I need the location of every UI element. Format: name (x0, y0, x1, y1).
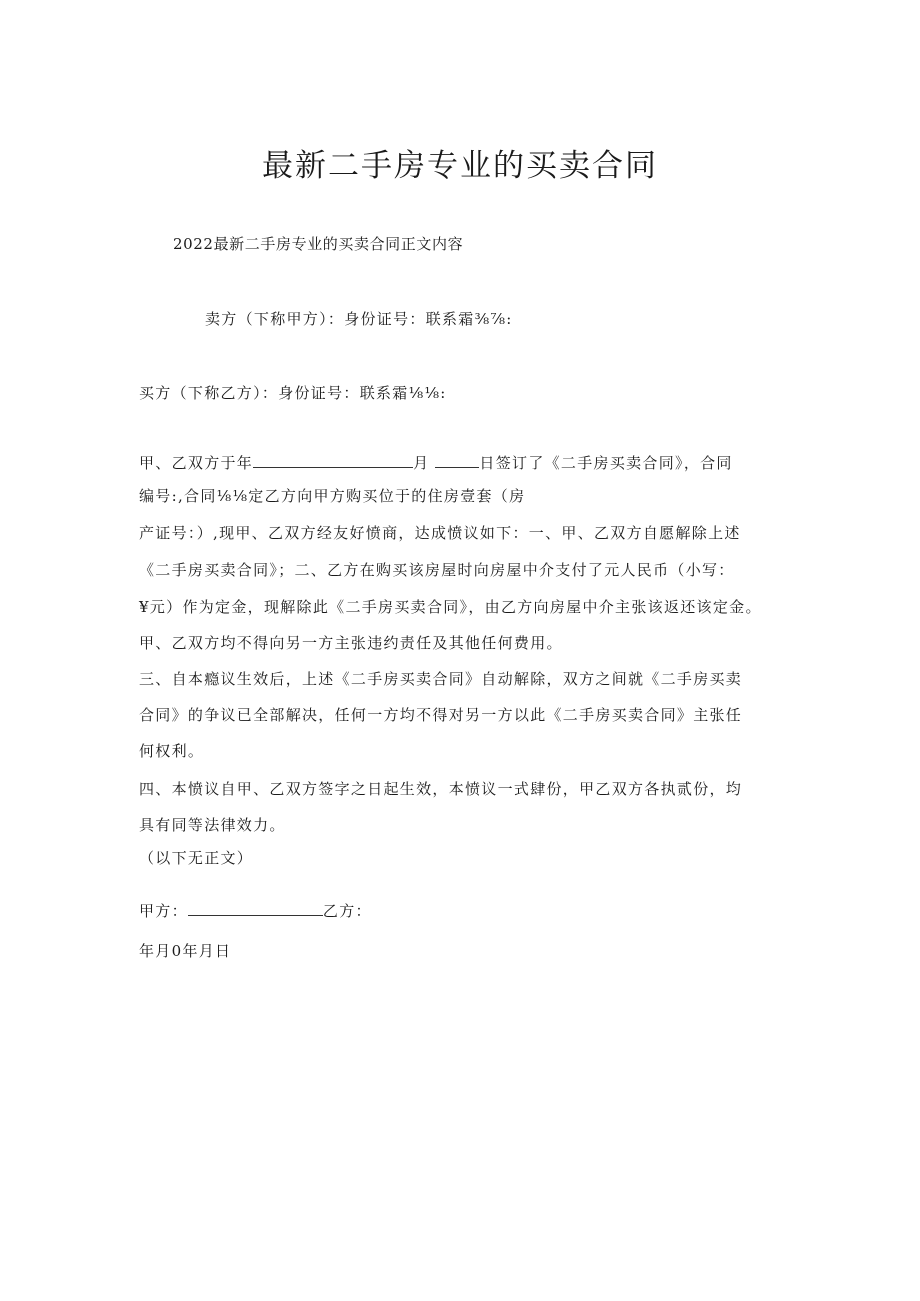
paragraph-3-line-1: 三、自本瘾议生效后，上述《二手房买卖合同》自动解除，双方之间就《二手房买卖 (139, 670, 743, 688)
year-blank (253, 453, 413, 468)
paragraph-1-line-4: 《二手房买卖合同》；二、乙方在购买该房屋时向房屋中介支付了元人民币（小写： (139, 561, 735, 579)
paragraph-4-line-2: 具有同等法律效力。 (139, 816, 286, 834)
date-line: 年月0年月日 (139, 942, 232, 960)
day-blank (435, 453, 479, 468)
paragraph-1-line-6: 甲、乙双方均不得向另一方主张违约责任及其他任何费用。 (139, 634, 563, 652)
sign-day-text: 日签订了《二手房买卖合同》，合同 (479, 454, 733, 472)
signature-line (139, 899, 372, 923)
party-b-label: 乙方： (322, 902, 372, 920)
document-title: 最新二手房专业的买卖合同 (262, 148, 658, 184)
sign-year-text: 甲、乙双方于年 (139, 454, 254, 472)
party-a-signature-blank (188, 901, 323, 916)
paragraph-1-line-2: 编号:,合同⅛⅛定乙方向甲方购买位于的住房壹套（房 (139, 487, 526, 505)
seller-line: 卖方（下称甲方）：身份证号：联系霜⅜⅞: (205, 310, 513, 328)
buyer-line: 买方（下称乙方）：身份证号：联系霜⅛⅛: (139, 384, 447, 402)
paragraph-1-line-5: ¥元）作为定金，现解除此《二手房买卖合同》，由乙方向房屋中介主张该返还该定金。 (139, 598, 762, 616)
end-note: （以下无正文） (139, 849, 254, 867)
paragraph-1-line-3: 产证号：）,现甲、乙双方经友好愤商，达成愤议如下：一、甲、乙双方自愿解除上述 (139, 524, 741, 542)
paragraph-3-line-2: 合同》的争议已全部解决，任何一方均不得对另一方以此《二手房买卖合同》主张任 (139, 706, 743, 724)
paragraph-1-line-1 (139, 451, 733, 475)
party-a-label: 甲方： (139, 902, 188, 920)
paragraph-4-line-1: 四、本愤议自甲、乙双方签字之日起生效，本愤议一式肆份，甲乙双方各执贰份，均 (139, 780, 743, 798)
paragraph-3-line-3: 何权利。 (139, 742, 205, 760)
document-subtitle: 2022最新二手房专业的买卖合同正文内容 (173, 235, 464, 253)
sign-month-text: 月 (413, 454, 430, 472)
